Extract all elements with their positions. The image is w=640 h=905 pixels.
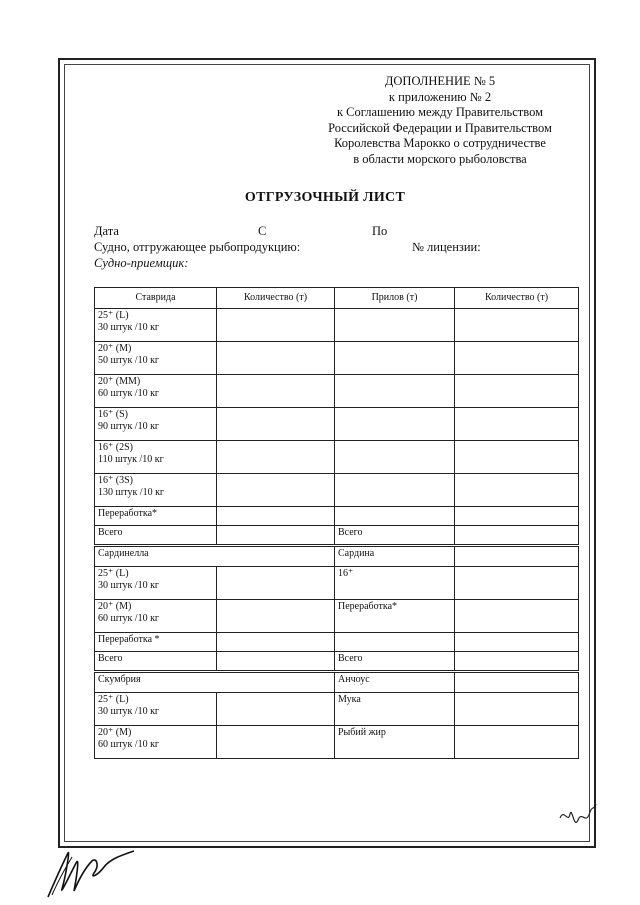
count-label: 30 штук /10 кг — [98, 579, 160, 591]
grade-label: 25⁺ (L) — [98, 310, 129, 321]
quantity-cell[interactable] — [217, 375, 335, 408]
species-label: Сардинелла — [95, 546, 335, 567]
quantity-cell[interactable] — [217, 309, 335, 342]
total-label: Всего — [95, 526, 217, 546]
total-label: Всего — [95, 652, 217, 672]
bycatch-cell[interactable] — [335, 441, 455, 474]
quantity-cell[interactable] — [455, 652, 579, 672]
processing-label: Переработка * — [95, 633, 217, 652]
count-label: 130 штук /10 кг — [98, 486, 165, 498]
annex-line: к приложению № 2 — [388, 89, 492, 104]
annex-line: Российской Федерации и Правительством — [328, 120, 552, 135]
from-label: С — [258, 224, 267, 238]
table-row — [95, 474, 579, 507]
to-label: По — [372, 224, 388, 238]
table-row — [95, 309, 579, 342]
grade-label: 20⁺ (M) — [98, 343, 132, 354]
bycatch-cell[interactable] — [335, 474, 455, 507]
quantity-cell[interactable] — [455, 672, 579, 693]
count-label: 60 штук /10 кг — [98, 738, 160, 750]
annex-line: в области морского рыболовства — [353, 151, 527, 166]
annex-line: Королевства Марокко о сотрудничестве — [334, 136, 546, 150]
quantity-cell[interactable] — [217, 474, 335, 507]
table-row — [95, 652, 579, 672]
species-label: Анчоус — [335, 672, 455, 693]
table-row — [95, 600, 579, 633]
header-cell: Прилов (т) — [335, 288, 455, 309]
grade-cell — [95, 441, 217, 474]
grade-cell — [95, 375, 217, 408]
table-row — [95, 441, 579, 474]
bycatch-cell[interactable] — [335, 408, 455, 441]
header-cell: Ставрида — [95, 288, 217, 309]
table-row — [95, 375, 579, 408]
grade-label: 20⁺ (M) — [98, 601, 132, 612]
quantity-cell[interactable] — [455, 546, 579, 567]
bycatch-cell[interactable] — [335, 507, 455, 526]
shipment-table — [94, 287, 579, 759]
table-row — [95, 408, 579, 441]
grade-cell — [95, 309, 217, 342]
quantity-cell[interactable] — [455, 309, 579, 342]
receiving-ship-label: Судно-приемщик: — [94, 256, 189, 270]
quantity-cell[interactable] — [455, 375, 579, 408]
header-cell: Количество (т) — [217, 288, 335, 309]
quantity-cell[interactable] — [455, 526, 579, 546]
species-label: Скумбрия — [95, 672, 335, 693]
count-label: 90 штук /10 кг — [98, 420, 160, 432]
annex-header — [290, 74, 590, 167]
table-row — [95, 507, 579, 526]
count-label: 60 штук /10 кг — [98, 387, 160, 399]
product-label: Мука — [335, 693, 455, 726]
grade-label: 25⁺ (L) — [98, 694, 129, 705]
initials-signature — [556, 800, 598, 834]
quantity-cell[interactable] — [217, 441, 335, 474]
grade-cell — [95, 342, 217, 375]
count-label: 110 штук /10 кг — [98, 453, 164, 465]
header-cell: Количество (т) — [455, 288, 579, 309]
grade-label: 16⁺ — [335, 567, 455, 600]
quantity-cell[interactable] — [455, 633, 579, 652]
grade-label: 25⁺ (L) — [98, 568, 129, 579]
quantity-cell[interactable] — [217, 567, 335, 600]
quantity-cell[interactable] — [455, 693, 579, 726]
table-row — [95, 633, 579, 652]
quantity-cell[interactable] — [217, 693, 335, 726]
sending-ship-label: Судно, отгружающее рыбопродукцию: — [94, 240, 301, 254]
grade-label: 16⁺ (3S) — [98, 475, 133, 486]
count-label: 30 штук /10 кг — [98, 705, 160, 717]
table-row — [95, 693, 579, 726]
table-row — [95, 546, 579, 567]
quantity-cell[interactable] — [455, 408, 579, 441]
quantity-cell[interactable] — [455, 474, 579, 507]
grade-cell — [95, 567, 217, 600]
bycatch-cell[interactable] — [335, 342, 455, 375]
quantity-cell[interactable] — [217, 507, 335, 526]
grade-cell — [95, 408, 217, 441]
count-label: 30 штук /10 кг — [98, 321, 160, 333]
grade-label: 16⁺ (S) — [98, 409, 128, 420]
quantity-cell[interactable] — [217, 600, 335, 633]
annex-line: к Соглашению между Правительством — [336, 105, 544, 119]
count-label: 60 штук /10 кг — [98, 612, 160, 624]
quantity-cell[interactable] — [217, 726, 335, 759]
quantity-cell[interactable] — [455, 441, 579, 474]
grade-cell — [95, 474, 217, 507]
quantity-cell[interactable] — [217, 526, 335, 546]
table-header-row — [95, 288, 579, 309]
document-title: ОТГРУЗОЧНЫЙ ЛИСТ — [244, 190, 406, 205]
grade-label: 16⁺ (2S) — [98, 442, 133, 453]
quantity-cell[interactable] — [455, 600, 579, 633]
grade-label: 20⁺ (M) — [98, 727, 132, 738]
annex-line: ДОПОЛНЕНИЕ № 5 — [384, 74, 496, 88]
quantity-cell[interactable] — [455, 726, 579, 759]
quantity-cell[interactable] — [455, 567, 579, 600]
quantity-cell[interactable] — [217, 633, 335, 652]
product-label: Рыбий жир — [335, 726, 455, 759]
grade-label: 20⁺ (MM) — [98, 376, 141, 387]
count-label: 50 штук /10 кг — [98, 354, 160, 366]
bycatch-cell[interactable] — [335, 375, 455, 408]
table-row — [95, 672, 579, 693]
bycatch-total-label: Всего — [335, 526, 455, 546]
grade-cell — [95, 693, 217, 726]
signature — [40, 845, 150, 905]
table-row — [95, 726, 579, 759]
grade-cell — [95, 726, 217, 759]
total-label: Всего — [335, 652, 455, 672]
quantity-cell[interactable] — [217, 652, 335, 672]
quantity-cell[interactable] — [455, 507, 579, 526]
table-row — [95, 567, 579, 600]
bycatch-cell[interactable] — [335, 633, 455, 652]
table-row — [95, 526, 579, 546]
quantity-cell[interactable] — [455, 342, 579, 375]
license-label: № лицензии: — [412, 240, 481, 254]
bycatch-cell[interactable] — [335, 309, 455, 342]
processing-label: Переработка* — [335, 600, 455, 633]
table-row — [95, 342, 579, 375]
processing-label: Переработка* — [95, 507, 217, 526]
date-label: Дата — [94, 224, 119, 238]
species-label: Сардина — [335, 546, 455, 567]
quantity-cell[interactable] — [217, 342, 335, 375]
quantity-cell[interactable] — [217, 408, 335, 441]
grade-cell — [95, 600, 217, 633]
